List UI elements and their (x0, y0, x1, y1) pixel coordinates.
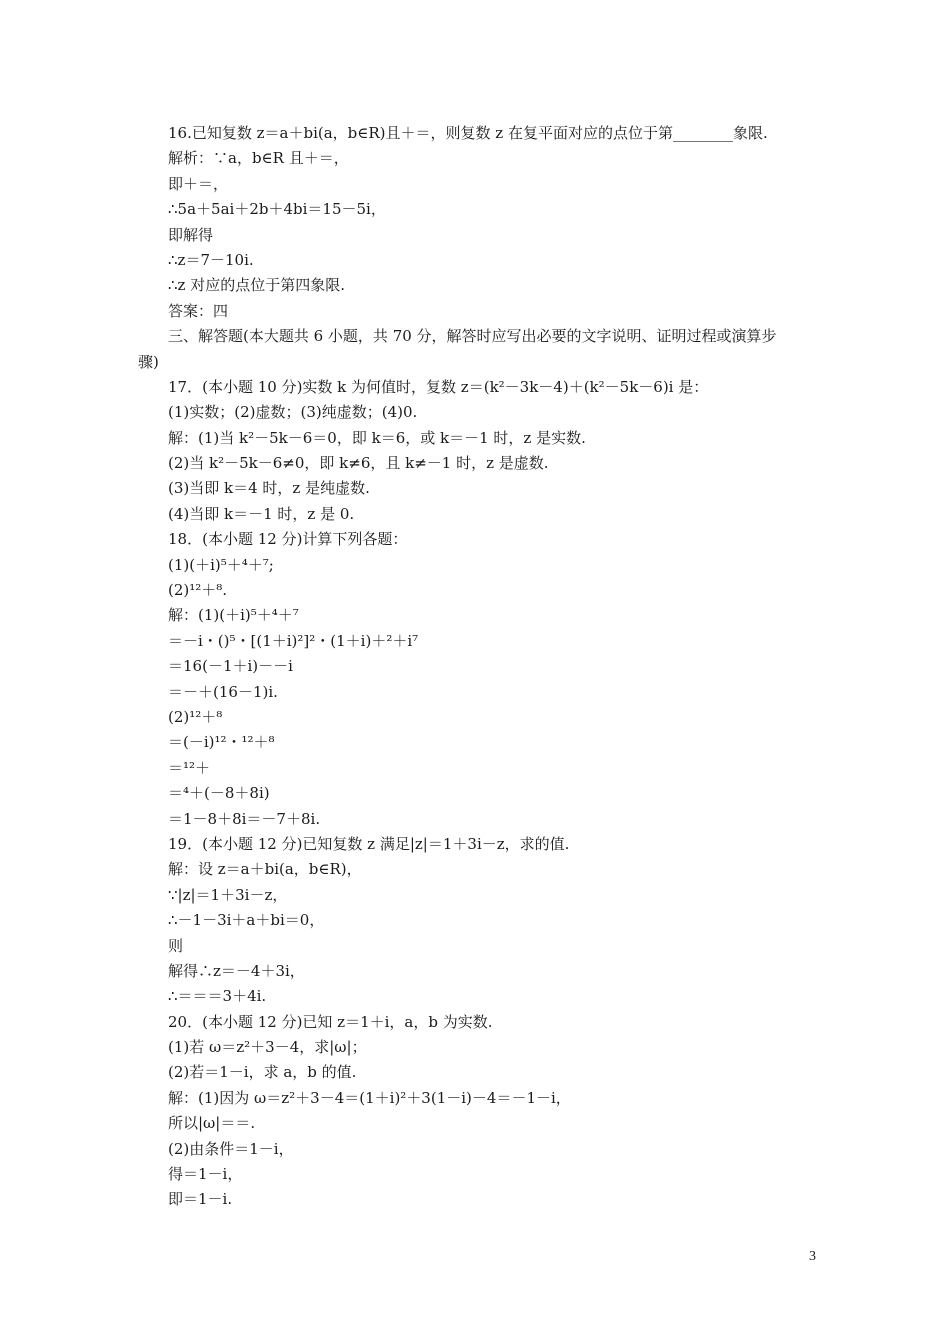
text-line: (2)¹²＋⁸. (168, 581, 228, 600)
problem-20-question: 20．(本小题 12 分)已知 z＝1＋i，a，b 为实数. (168, 1012, 493, 1031)
text-line: ＝－＋(16－1)i. (168, 682, 278, 701)
text-line: 即解得 (168, 225, 214, 244)
text-line: ∵|z|＝1＋3i－z， (168, 885, 288, 904)
section-heading-continued: 骤) (138, 352, 159, 371)
text-line: ＝⁴＋(－8＋8i) (168, 784, 270, 803)
answer-line: 答案：四 (168, 301, 229, 320)
text-line: ＝(－i)¹²・¹²＋⁸ (168, 733, 275, 752)
problem-18-question: 18．(本小题 12 分)计算下列各题： (168, 530, 408, 549)
text-line: 解：(1)当 k²－5k－6＝0，即 k＝6，或 k＝－1 时，z 是实数. (168, 428, 586, 447)
text-line: (2)由条件＝1－i， (168, 1139, 294, 1158)
text-line: 则 (168, 936, 184, 955)
page-number: 3 (809, 1249, 816, 1264)
text-line: 得＝1－i， (168, 1165, 243, 1184)
text-line: 解：设 z＝a＋bi(a，b∈R)， (168, 860, 362, 879)
problem-19-question: 19．(本小题 12 分)已知复数 z 满足|z|＝1＋3i－z，求的值. (168, 834, 570, 853)
text-line: ∴－1－3i＋a＋bi＝0， (168, 911, 325, 930)
text-line: (1)实数；(2)虚数；(3)纯虚数；(4)0. (168, 403, 418, 422)
text-line: (2)若＝1－i，求 a，b 的值. (168, 1063, 357, 1082)
text-line: (2)¹²＋⁸ (168, 707, 223, 726)
text-line: ∴z 对应的点位于第四象限. (168, 276, 345, 295)
text-line: (4)当即 k＝－1 时，z 是 0. (168, 504, 355, 523)
text-line: 即＋＝， (168, 174, 229, 193)
text-line: ∴＝＝＝3＋4i. (168, 987, 267, 1006)
text-line: 解得∴z＝－4＋3i， (168, 961, 305, 980)
text-line: 解：(1)因为 ω＝z²＋3－4＝(1＋i)²＋3(1－i)－4＝－1－i， (168, 1088, 571, 1107)
text-line: 解：(1)(＋i)⁵＋⁴＋⁷ (168, 606, 299, 625)
text-line: 即＝1－i. (168, 1190, 233, 1209)
text-line: ＝¹²＋ (168, 758, 211, 777)
text-line: ∴5a＋5ai＋2b＋4bi＝15－5i， (168, 200, 386, 219)
text-line: ＝1－8＋8i＝－7＋8i. (168, 809, 321, 828)
text-line: ∴z＝7－10i. (168, 250, 254, 269)
problem-17-question: 17．(本小题 10 分)实数 k 为何值时，复数 z＝(k²－3k－4)＋(k²－5k－6)i 是： (168, 377, 709, 396)
text-line: (3)当即 k＝4 时，z 是纯虚数. (168, 479, 370, 498)
text-line: (1)若 ω＝z²＋3－4，求|ω|； (168, 1038, 367, 1057)
document-body (138, 121, 828, 1213)
text-line: 解析：∵a，b∈R 且＋＝， (168, 149, 349, 168)
problem-16-question: 16.已知复数 z＝a＋bi(a，b∈R)且＋＝，则复数 z 在复平面对应的点位于第________象限. (168, 124, 768, 142)
text-line: ＝16(－1＋i)－－i (168, 657, 293, 676)
text-line: 所以|ω|＝＝. (168, 1114, 256, 1133)
section-heading: 三、解答题(本大题共 6 小题，共 70 分，解答时应写出必要的文字说明、证明过程或演算步 (168, 327, 777, 346)
text-line: (2)当 k²－5k－6≠0，即 k≠6，且 k≠－1 时，z 是虚数. (168, 454, 549, 473)
text-line: (1)(＋i)⁵＋⁴＋⁷; (168, 555, 274, 574)
text-line: ＝－i・()⁵・[(1＋i)²]²・(1＋i)＋²＋i⁷ (168, 631, 419, 650)
